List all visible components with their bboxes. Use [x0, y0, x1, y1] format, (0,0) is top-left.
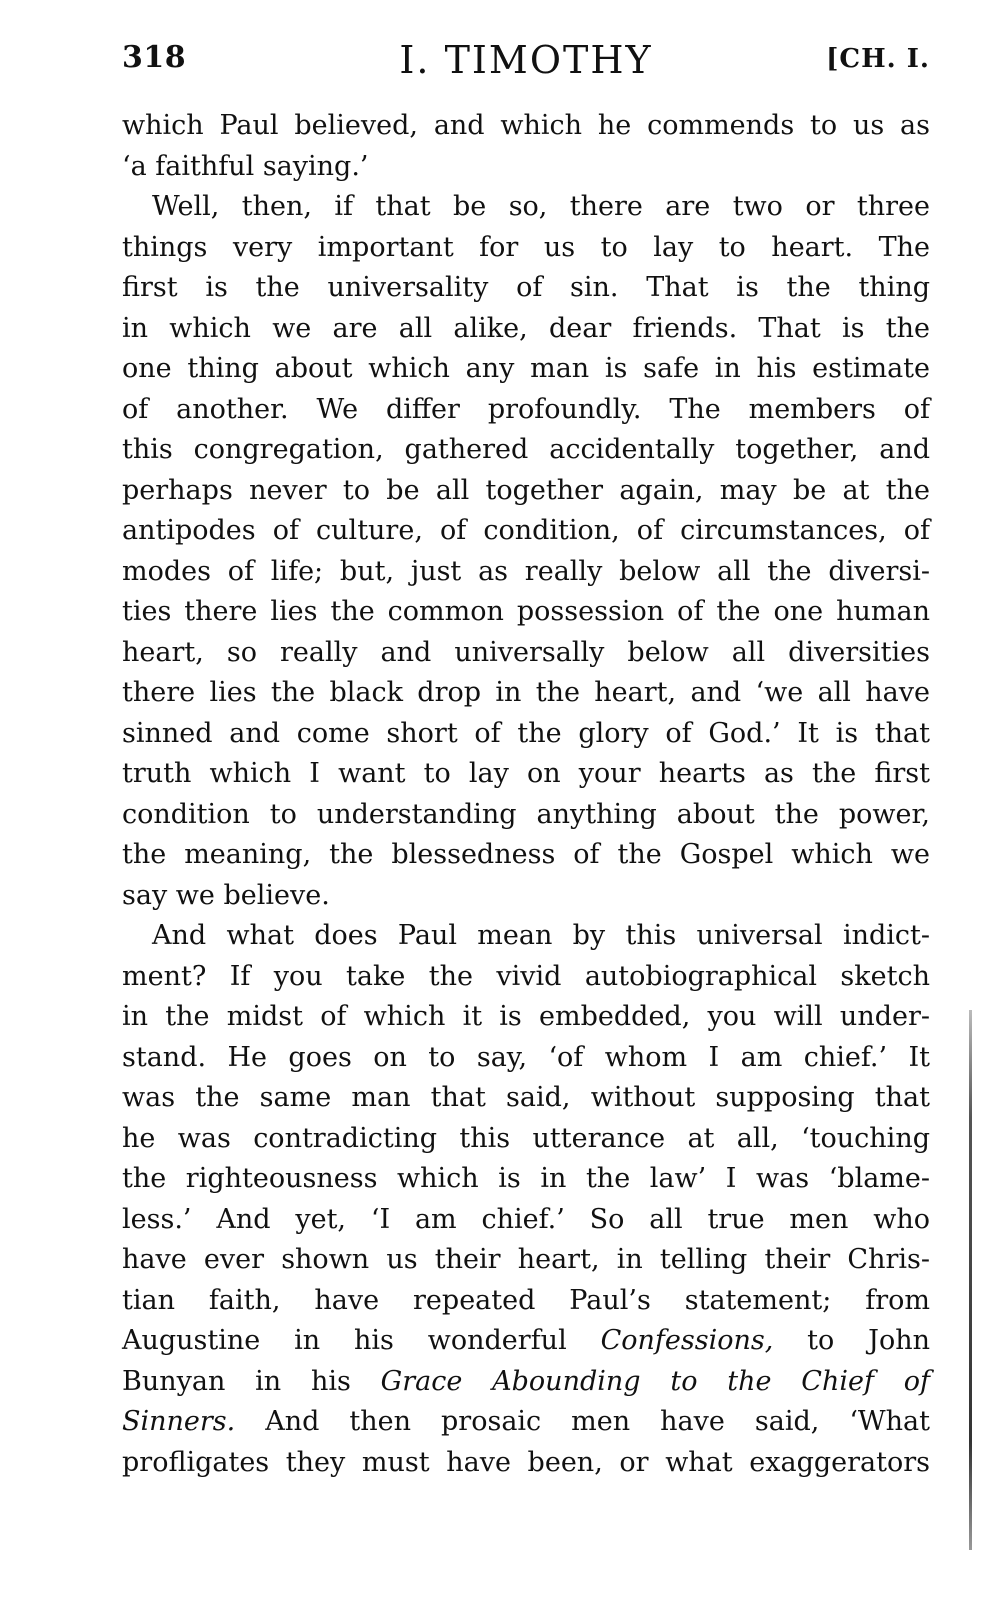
- text-line: tian faith, have repeated Paul’s statement; from: [122, 1284, 930, 1316]
- text-line: modes of life; but, just as really below all the diversi-: [122, 555, 930, 587]
- text-line-mixed: [122, 1362, 930, 1403]
- text-line: ‘a faithful saying.’: [122, 150, 369, 182]
- text-run: to John: [773, 1325, 930, 1356]
- body-text: [122, 106, 930, 1483]
- italic-title-grace-abounding: Grace Abounding to the Chief of: [380, 1365, 930, 1397]
- text-line: condition to understanding anything about the power,: [122, 798, 930, 830]
- text-line: stand. He goes on to say, ‘of whom I am chief.’ It: [122, 1041, 930, 1073]
- text-line: the righteousness which is in the law’ I was ‘blame-: [122, 1163, 930, 1194]
- text-line: ment? If you take the vivid autobiographical sketch: [122, 960, 930, 992]
- text-line: antipodes of culture, of condition, of circumstances, of: [122, 515, 930, 546]
- text-line: was the same man that said, without supposing that: [122, 1082, 930, 1113]
- italic-title-sinners: Sinners.: [122, 1406, 236, 1437]
- text-line: have ever shown us their heart, in telling their Chris-: [122, 1244, 930, 1275]
- text-line: which Paul believed, and which he commends to us as: [122, 110, 930, 141]
- text-line: one thing about which any man is safe in his estimate: [122, 353, 930, 384]
- italic-title-confessions: Confessions,: [600, 1325, 774, 1356]
- text-line: And what does Paul mean by this universal indict-: [152, 920, 930, 951]
- chapter-reference: [CH. I.: [826, 44, 930, 74]
- text-line: first is the universality of sin. That is the thing: [122, 272, 930, 303]
- text-run: And then prosaic men have said, ‘What: [235, 1406, 930, 1437]
- text-line: ties there lies the common possession of the one human: [122, 596, 930, 627]
- page-number: 318: [122, 40, 187, 75]
- text-line: perhaps never to be all together again, may be at the: [122, 474, 930, 506]
- text-line: profligates they must have been, or what exaggerators: [122, 1446, 930, 1478]
- page-header: [122, 38, 930, 88]
- text-line: heart, so really and universally below all diversities: [122, 636, 930, 668]
- text-line: this congregation, gathered accidentally together, and: [122, 434, 930, 465]
- text-line: say we believe.: [122, 879, 330, 911]
- text-line-mixed: [122, 1321, 930, 1362]
- text-line-mixed: [122, 1402, 930, 1443]
- page-edge-shadow: [969, 1010, 972, 1550]
- text-line: in the midst of which it is embedded, you will under-: [122, 1001, 930, 1032]
- text-line: in which we are all alike, dear friends. That is the: [122, 312, 930, 344]
- text-line: sinned and come short of the glory of God.’ It is that: [122, 717, 930, 749]
- text-line: truth which I want to lay on your hearts as the first: [122, 758, 930, 789]
- text-line: things very important for us to lay to heart. The: [122, 231, 930, 263]
- text-line: less.’ And yet, ‘I am chief.’ So all true men who: [122, 1203, 930, 1235]
- text-line: the meaning, the blessedness of the Gospel which we: [122, 839, 930, 870]
- text-line: he was contradicting this utterance at all, ‘touching: [122, 1122, 930, 1154]
- text-line: of another. We differ profoundly. The members of: [122, 393, 930, 425]
- text-line: Well, then, if that be so, there are two or three: [152, 191, 930, 222]
- text-run: Bunyan in his: [122, 1365, 381, 1397]
- text-line: there lies the black drop in the heart, and ‘we all have: [122, 677, 930, 708]
- running-title: I. TIMOTHY: [399, 38, 653, 82]
- text-run: Augustine in his wonderful: [122, 1325, 601, 1356]
